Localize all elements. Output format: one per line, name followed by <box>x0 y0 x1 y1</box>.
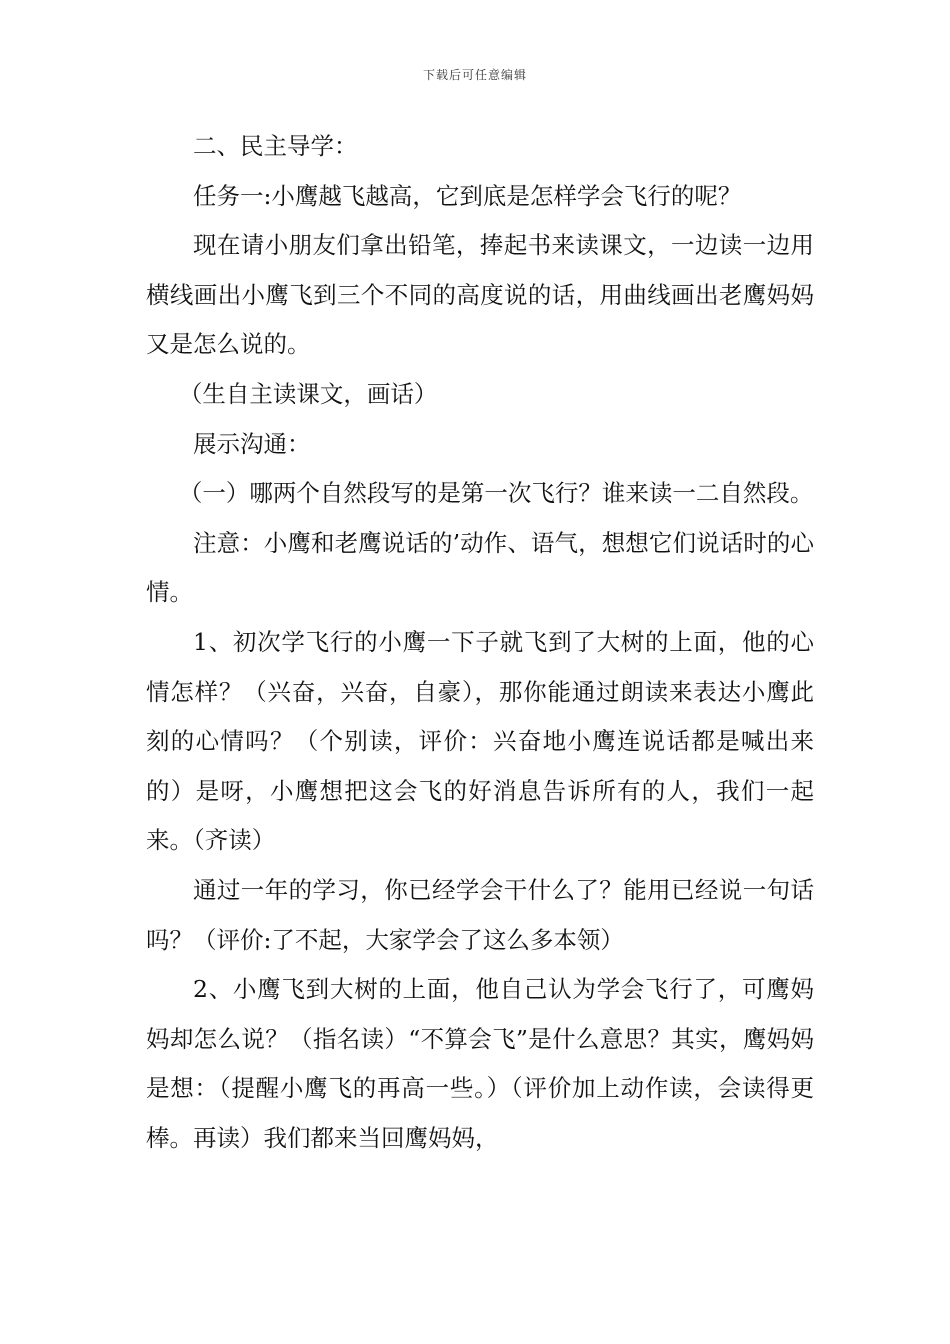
paragraph: 现在请小朋友们拿出铅笔，捧起书来读课文，一边读一边用横线画出小鹰飞到三个不同的高度说的话，用曲线画出老鹰妈妈又是怎么说的。 <box>146 231 814 359</box>
paragraph: （生自主读课文，画话） <box>178 379 438 408</box>
section-heading: 二、民主导学： <box>193 132 358 160</box>
paragraph: 通过一年的学习，你已经学会干什么了？能用已经说一句话吗？（评价:了不起，大家学会了这么多本领） <box>146 875 814 954</box>
paragraph: 展示沟通： <box>193 429 311 458</box>
document-body <box>146 122 814 1163</box>
paragraph: 1、初次学飞行的小鹰一下子就飞到了大树的上面，他的心情怎样？（兴奋，兴奋，自豪），那你能通过朗读来表达小鹰此刻的心情吗？（个别读，评价：兴奋地小鹰连说话都是喊出来的）是呀，小鹰想把这会飞的好消息告诉所有的人，我们一起来。（齐读） <box>146 627 814 855</box>
paragraph: 2、小鹰飞到大树的上面，他自己认为学会飞行了，可鹰妈妈却怎么说？（指名读）“不算会飞”是什么意思？其实，鹰妈妈是想：（提醒小鹰飞的再高一些。）（评价加上动作读，会读得更棒。再读）我们都来当回鹰妈妈， <box>146 975 814 1152</box>
task-heading: 任务一:小鹰越飞越高，它到底是怎样学会飞行的呢？ <box>193 181 742 210</box>
paragraph: （一）哪两个自然段写的是第一次飞行？谁来读一二自然段。 <box>178 479 814 508</box>
paragraph: 注意：小鹰和老鹰说话的’动作、语气，想想它们说话时的心情。 <box>146 528 814 607</box>
page-header: 下载后可任意编辑 <box>422 68 527 82</box>
